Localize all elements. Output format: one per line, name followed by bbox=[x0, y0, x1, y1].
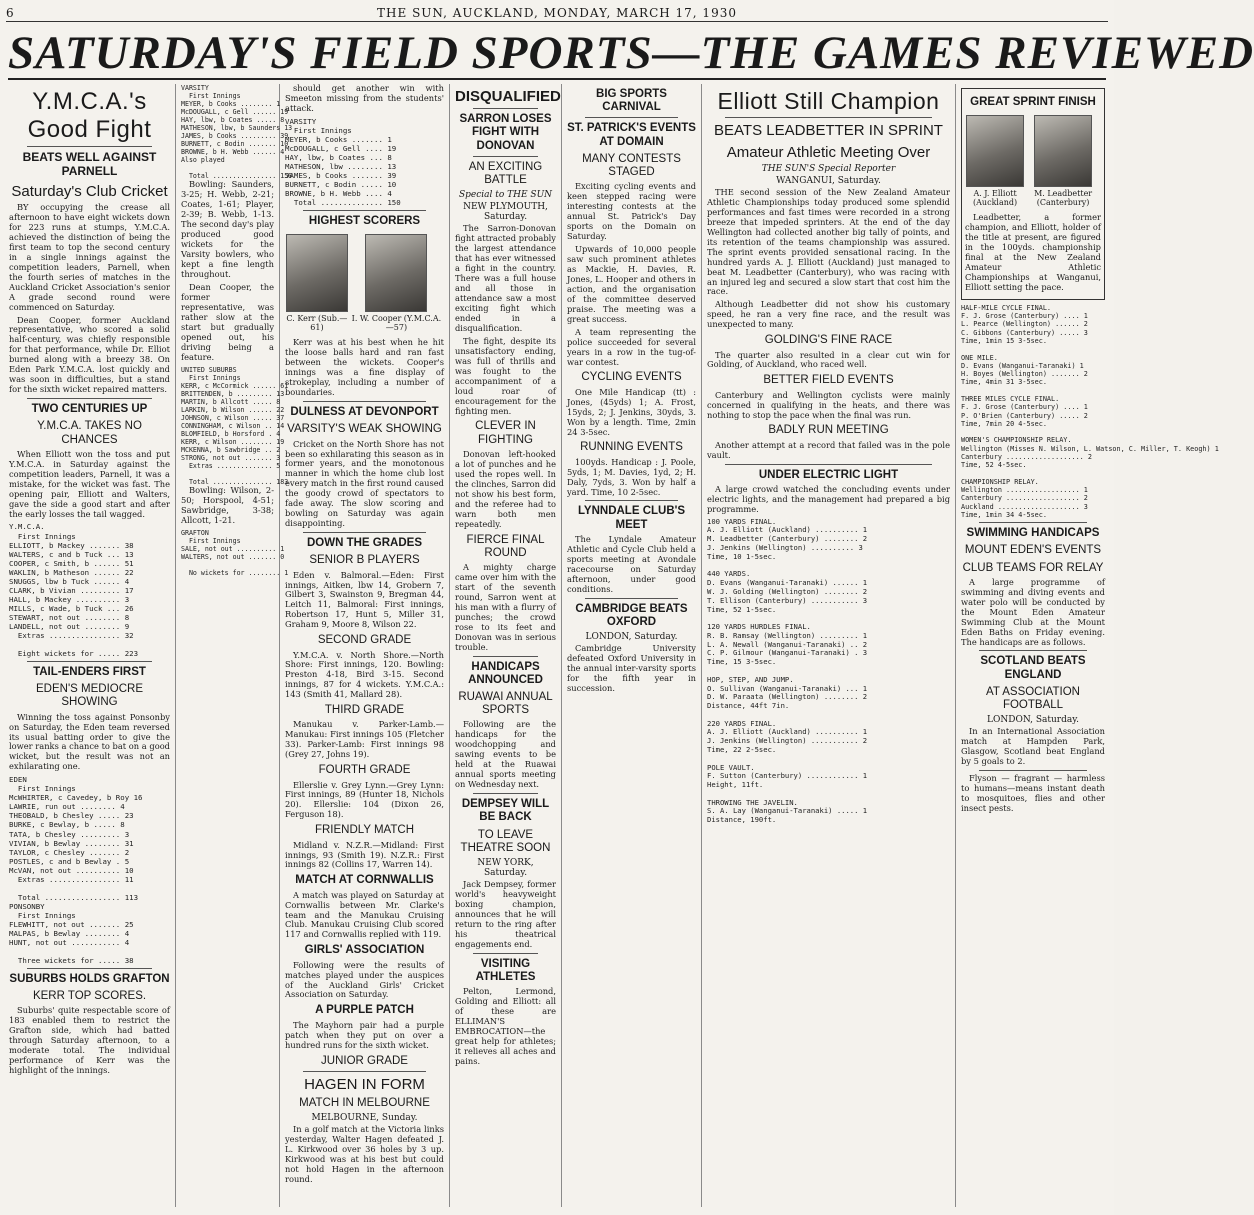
sprint-caption-text: Leadbetter, a former champion, and Elliott, holder of the title at present, are figured in the 100yds. championship final at the New Zealand Amateur Athletic Championships at Wanganui, Elliott setting the pace. bbox=[965, 212, 1101, 292]
elliott-headline: Elliott Still Champion bbox=[717, 88, 940, 114]
carnival-text-3: A team representing the police succeeded for several years in a row in the tug-of-war contest. bbox=[567, 326, 696, 367]
friendly-heading: FRIENDLY MATCH bbox=[314, 824, 415, 837]
section-banner: SATURDAY'S FIELD SPORTS—THE GAMES REVIEWED bbox=[8, 27, 1254, 79]
divider bbox=[303, 210, 426, 211]
ymca-subhead-2: Saturday's Club Cricket bbox=[11, 182, 168, 200]
fierce-heading: FIERCE FINAL ROUND bbox=[466, 533, 545, 559]
photo-cooper bbox=[349, 234, 444, 332]
disqualified-heading: DISQUALIFIED bbox=[455, 88, 561, 105]
scorer-photos bbox=[285, 234, 444, 332]
cornwallis-text: A match was played on Saturday at Cornwallis between Mr. Clarke's team and the Manukau Cruising Club. Manukau Cruising Club scored 117 and Cornwallis replied with 119. bbox=[285, 889, 444, 940]
purple-text: The Mayhorn pair had a purple patch when they put on over a hundred runs for the sixth wicket. bbox=[285, 1019, 444, 1050]
london-dateline: LONDON, Saturday. bbox=[987, 715, 1079, 726]
photo-elliott bbox=[965, 115, 1025, 207]
elliott-subhead: BEATS LEADBETTER IN SPRINT bbox=[714, 122, 943, 140]
special-reporter: THE SUN'S Special Reporter bbox=[761, 163, 896, 174]
column-grades bbox=[280, 84, 450, 1207]
elliott-subhead-2: Amateur Athletic Meeting Over bbox=[726, 143, 931, 161]
varsity-weak-subhead: VARSITY'S WEAK SHOWING bbox=[287, 423, 442, 436]
tail-enders-text: Winning the toss against Ponsonby on Saturday, the Eden team reversed its usual batting order to give the lower ranks a chance to bat on a good wicket, but the result was not an exhilarating one. bbox=[9, 711, 170, 772]
hagen-dateline: MELBOURNE, Sunday. bbox=[311, 1113, 418, 1124]
lyndale-text: The Lyndale Amateur Athletic and Cycle Club held a sports meeting at Avondale racecourse on Saturday afternoon, under good conditions. bbox=[567, 533, 696, 594]
two-centuries-heading: TWO CENTURIES UP bbox=[31, 403, 148, 416]
two-centuries-subhead: Y.M.C.A. TAKES NO CHANCES bbox=[37, 420, 142, 446]
swimming-heading: SWIMMING HANDICAPS bbox=[966, 527, 1100, 540]
special-byline: Special to THE SUN bbox=[458, 190, 553, 201]
hagen-subhead: MATCH IN MELBOURNE bbox=[299, 1096, 430, 1109]
column-carnival bbox=[562, 84, 702, 1207]
cycling-text: One Mile Handicap (tt) : Jones, (45yds) 1; A. Frost, 15yds, 2; J. Jenkins, 30yds, 3. Won by a length. Time, 2min 24 3-5sec. bbox=[567, 386, 696, 437]
athletics-results: 100 YARDS FINAL. A. J. Elliott (Auckland) .......... 1 M. Leadbetter (Canterbury) ........ 2 J. Jenkins (Wellington) .......... 3 Time, 10 1-5sec. 440 YARDS. D. Evans (Wanganui-Taranaki) ...... 1 W. J. Golding (Wellington) ........ 2 T. Ellison (Canterbury) ........... 3 Time, 52 1-5sec. 120 YARDS HURDLES FINAL. R. B. Ramsay (Wellington) ......... 1 L. A. Newall (Wanganui-Taranaki) .. 2 C. P. Gilmour (Wanganui-Taranaki) . 3 Time, 15 3-5sec. HOP, STEP, AND JUMP. O. Sullivan (Wanganui-Taranaki) ... 1 D. W. Paraata (Wellington) ........ 2 Distance, 44ft 7in. 220 YARDS FINAL. A. J. Elliott (Auckland) .......... 1 J. Jenkins (Wellington) ........... 2 Time, 22 2-5sec. POLE VAULT. F. Sutton (Canterbury) ............ 1 Height, 11ft. THROWING THE JAVELIN. S. A. Lay (Wanganui-Taranaki) ..... 1 Distance, 190ft. bbox=[707, 516, 868, 825]
scorers-text: Kerr was at his best when he hit the loose balls hard and ran fast between the wickets. Cooper's innings was a fine display of strokeplay, including a number of boundaries. bbox=[285, 337, 444, 398]
ruawai-text: Following are the handicaps for the woodchopping and sawing events to be held at the Ruawai annual sports meeting on Wednesday next. bbox=[455, 719, 556, 790]
divider bbox=[585, 598, 678, 599]
fourth-grade-text: Ellerslie v. Grey Lynn.—Grey Lynn: First innings, 89 (Hunter 18, Nichols 20). Ellerslie: 104 (Dixon 26, Ferguson 18). bbox=[285, 779, 444, 820]
divider bbox=[473, 108, 538, 109]
golding-heading: GOLDING'S FINE RACE bbox=[764, 334, 893, 347]
lyndale-heading: LYNNDALE CLUB'S MEET bbox=[577, 505, 686, 531]
tail-enders-subhead: EDEN'S MEDIOCRE SHOWING bbox=[36, 683, 143, 709]
eden-scorecard: EDEN First Innings McWHIRTER, c Cavedey, b Roy 16 LAWRIE, run out ........ 4 THEOBALD, b Chesley ..... 23 BURKE, c Bewlay, b ..... 8 TATA, b Chesley ......... 3 VIVIAN, b Bewlay ........ 31 TAYLOR, c Chesley ....... 2 POSTLES, c and b Bewlay . 5 McVAN, not out .......... 10 Extras ................ 11 Total ................. 113 bbox=[9, 775, 143, 902]
column-athletics bbox=[702, 84, 956, 1207]
electric-text: A large crowd watched the concluding events under electric lights, and the management had prepared a big programme. bbox=[707, 483, 950, 514]
varsity-scorecard: VARSITY First Innings MEYER, b Cooks ........ 1 McDOUGALL, c Gell ...... 19 HAY, lbw, b Coates ..... 8 MATHESON, lbw, b Saunders 13 JAMES, b Cooks ......... 39 BURNETT, c Bodin ....... 10 BROWNE, b H. Webb ...... 4 Also played Total ................ 150 bbox=[181, 84, 293, 181]
grafton-scorecard: GRAFTON First Innings SALE, not out .......... 1 WALTERS, not out ....... 0 No wickets for ........ 1 bbox=[181, 528, 289, 577]
cambridge-heading: CAMBRIDGE BEATS OXFORD bbox=[575, 602, 688, 628]
girls-heading: GIRLS' ASSOCIATION bbox=[304, 944, 425, 957]
visiting-heading: VISITING ATHLETES bbox=[475, 957, 536, 983]
down-grades-heading: DOWN THE GRADES bbox=[307, 537, 422, 550]
ymca-body: Dean Cooper, former Auckland representative, who scored a solid half-century, was chiefly responsible for that performance, while Dr. Elliot burned along with a breezy 38. On Eden Park Y.M.C.A. lost quickly and was soon in difficulties, but a stand for the sixth wicket repaired matters. bbox=[9, 314, 170, 395]
carnival-text-1: Exciting cycling events and keen stepped racing were interesting contests at the annual St. Patrick's Day sports on the Domain on Saturday. bbox=[567, 181, 696, 242]
dempsey-heading: DEMPSEY WILL BE BACK bbox=[461, 798, 550, 824]
suburbs-scorecard: UNITED SUBURBS First Innings KERR, c McCormick ...... 61 BRITTENDEN, b ......... 13 MARTIN, b Allcott ..... 8 LARKIN, b Wilson ...... 22 JOHNSON, c Wilson ..... 37 CONNINGHAM, c Wilson .. 14 BLOMFIELD, b Horsford . 4 KERR, c Wilson ........ 19 MCKENNA, b Sawbridge .. 2 STRONG, not out ....... 3 Extras .............. 5 Total ............... 183 bbox=[181, 365, 289, 486]
athletics-text-2: Although Leadbetter did not show his customary speed, he ran a very fine race, and the result was unexpected to many. bbox=[707, 299, 950, 330]
third-grade-heading: THIRD GRADE bbox=[324, 704, 405, 717]
divider bbox=[303, 401, 426, 402]
hagen-text: In a golf match at the Victoria links yesterday, Walter Hagen defeated J. L. Kirkwood over 36 holes by 3 up. Kirkwood was at his best but could not hold Hagen in the afternoon round. bbox=[285, 1124, 444, 1184]
photo-caption: M. Leadbetter (Canterbury) bbox=[1034, 189, 1093, 208]
portrait-image bbox=[286, 234, 348, 312]
second-grade-text: Y.M.C.A. v. North Shore.—North Shore: First innings, 120. Bowling: Preston 4-18, Bird 3-15. Second innings, 87 for 4 wickets. Y.M.C.A.: 143 (Smith 41, Mallard 28). bbox=[285, 649, 444, 700]
divider bbox=[27, 398, 152, 399]
highest-scorers-heading: HIGHEST SCORERS bbox=[308, 215, 421, 228]
ruawai-subhead: RUAWAI ANNUAL SPORTS bbox=[458, 690, 553, 717]
sprint-results: HALF-MILE CYCLE FINAL. F. J. Grose (Canterbury) .... 1 L. Pearce (Wellington) ...... 2 C. Gibbons (Canterbury) ..... 3 Time, 1min 15 3-5sec. ONE MILE. D. Evans (Wanganui-Taranaki) 1 H. Boyes (Wellington) ....... 2 Time, 4min 31 3-5sec. THREE MILES CYCLE FINAL. F. J. Grose (Canterbury) .... 1 P. O'Brien (Canterbury) ..... 2 Time, 7min 20 4-5sec. WOMEN'S CHAMPIONSHIP RELAY. Wellington (Misses N. Wilson, L. Watson, C. Miller, T. Keogh) 1 Canterbury ................... 2 Time, 52 4-5sec. CHAMPIONSHIP RELAY. Wellington .................. 1 Canterbury .................. 2 Auckland .................... 3 Time, 1min 34 4-5sec. bbox=[961, 303, 1219, 519]
second-grade-heading: SECOND GRADE bbox=[317, 634, 412, 647]
masthead bbox=[6, 6, 1108, 22]
divider bbox=[27, 146, 152, 147]
divider bbox=[979, 650, 1087, 651]
divider bbox=[979, 522, 1087, 523]
ymca-article bbox=[9, 203, 170, 395]
portrait-image bbox=[966, 115, 1024, 187]
varsity-lead: should get another win with Smeeton missing from the students' attack. bbox=[285, 83, 444, 113]
fierce-text: A mighty charge came over him with the start of the seventh round, Sarron went at his man with a flurry of punches; the crowd rose to its feet and Donovan was in serious trouble. bbox=[455, 561, 556, 652]
badly-run-text: Another attempt at a record that failed was in the pole vault. bbox=[707, 439, 950, 460]
boxing-dateline: NEW PLYMOUTH, Saturday. bbox=[463, 202, 548, 223]
cornwallis-heading: MATCH AT CORNWALLIS bbox=[295, 874, 434, 887]
sarron-subhead: SARRON LOSES FIGHT WITH DONOVAN bbox=[459, 113, 552, 152]
sprint-photos bbox=[965, 115, 1101, 207]
suburbs-bowling-text: Bowling: Wilson, 2-50; Horspool, 4-51; Sawbridge, 3-38; Allcott, 1-21. bbox=[181, 485, 274, 525]
divider bbox=[585, 500, 678, 501]
badly-run-heading: BADLY RUN MEETING bbox=[768, 424, 889, 437]
newspaper-title: THE SUN, AUCKLAND, MONDAY, MARCH 17, 1930 bbox=[377, 6, 737, 20]
divider bbox=[725, 464, 932, 465]
wanganui-dateline: WANGANUI, Saturday. bbox=[776, 175, 881, 186]
mount-eden-subhead: MOUNT EDEN'S EVENTS bbox=[964, 544, 1102, 557]
photo-leadbetter bbox=[1025, 115, 1101, 207]
kerr-subhead: KERR TOP SCORES. bbox=[32, 990, 147, 1003]
page-number: 6 bbox=[6, 6, 14, 20]
photo-caption: I. W. Cooper (Y.M.C.A.—57) bbox=[351, 314, 442, 333]
exciting-subhead: AN EXCITING BATTLE bbox=[468, 160, 543, 187]
photo-caption: A. J. Elliott (Auckland) bbox=[973, 189, 1018, 208]
fourth-grade-heading: FOURTH GRADE bbox=[318, 764, 411, 777]
divider bbox=[585, 117, 678, 118]
divider bbox=[725, 117, 932, 118]
electric-heading: UNDER ELECTRIC LIGHT bbox=[758, 468, 899, 481]
hagen-heading: HAGEN IN FORM bbox=[304, 1075, 425, 1093]
divider bbox=[303, 532, 426, 533]
senior-b-text: Eden v. Balmoral.—Eden: First innings, Aitken, lbw 14, Grobern 7, Gilbert 3, Swainston 9, Bregman 44, Leitch 11, Balmoral: First innings, Robertson 17, Hunt 5, Miller 31, Graham 9, Moore 8, Wilson 22. bbox=[285, 569, 444, 630]
swimming-text: A large programme of swimming and diving events and water polo will be conducted by the Mount Eden Amateur Swimming Club at the Mount Eden Baths on Friday evening. The handicaps are as follows. bbox=[961, 576, 1105, 647]
boxing-text-2: The fight, despite its unsatisfactory ending, was full of thrills and was fought to the accompaniment of a loud roar of encouragement for the fighting men. bbox=[455, 335, 556, 416]
dulness-heading: DULNESS AT DEVONPORT bbox=[290, 406, 439, 419]
divider bbox=[473, 953, 538, 954]
clever-heading: CLEVER IN FIGHTING bbox=[475, 420, 536, 446]
scotland-text: In an International Association match at Hampden Park, Glasgow, Scotland beat England by 5 goals to 2. bbox=[961, 726, 1105, 767]
visiting-text: Pelton, Lermond, Golding and Elliott: all of these are ELLIMAN'S EMBROCATION—the great help for athletes; it relieves all aches and pains. bbox=[455, 986, 556, 1066]
ymca-subhead: BEATS WELL AGAINST PARNELL bbox=[22, 150, 157, 178]
association-subhead: AT ASSOCIATION FOOTBALL bbox=[986, 685, 1080, 712]
divider bbox=[979, 770, 1087, 771]
handicaps-heading: HANDICAPS ANNOUNCED bbox=[468, 660, 543, 686]
carnival-text-2: Upwards of 10,000 people saw such prominent athletes as Mackie, H. Davies, R. Jones, L. Hooper and others in action, and the organisation of the committee deserved praise. The meeting was a great success. bbox=[567, 244, 696, 324]
varsity-bowling-text: Bowling: Saunders, 3-25; H. Webb, 2-21; Coates, 1-61; Player, 2-39; B. Webb, 1-13. The second day's play produced good wickets for the Varsity bowlers, who kept a fine length throughout. bbox=[181, 179, 274, 279]
suburbs-heading: SUBURBS HOLDS GRAFTON bbox=[9, 972, 170, 985]
scotland-heading: SCOTLAND BEATS ENGLAND bbox=[980, 655, 1086, 681]
divider bbox=[473, 156, 538, 157]
tail-enders-heading: TAIL-ENDERS FIRST bbox=[33, 665, 146, 678]
photo-caption: C. Kerr (Sub.—61) bbox=[286, 314, 348, 333]
golding-text: The quarter also resulted in a clear cut win for Golding, of Auckland, who raced well. bbox=[707, 349, 950, 370]
great-sprint-heading: GREAT SPRINT FINISH bbox=[970, 96, 1096, 108]
boxing-text-1: The Sarron-Donovan fight attracted probably the largest attendance that has ever witnessed a fight in the country. There was a full house and all those in attendance saw a most exciting fight which ended in a disqualification. bbox=[455, 223, 556, 333]
sprint-photo-box bbox=[961, 88, 1105, 300]
clever-text: Donovan left-hooked a lot of punches and he used the ropes well. In the clinches, Sarron did not show his best form, and the referee had to warn both men repeatedly. bbox=[455, 448, 556, 529]
dempsey-dateline: NEW YORK, Saturday. bbox=[477, 857, 534, 878]
ymca-scorecard: Y.M.C.A. First Innings ELLIOTT, b Mackey ....... 38 WALTERS, c and b Tuck ... 13 COOPER, c Smith, b ...... 51 WAKLIN, b Matheson ...... 22 SNUGGS, lbw b Tuck ...... 4 CLARK, b Vivian ......... 17 HALL, b Mackey .......... 3 MILLS, c Wade, b Tuck ... 26 STEWART, not out ........ 8 LANDELL, not out ........ 9 Extras ................ 32 Eight wickets for ..... 223 bbox=[9, 522, 139, 658]
third-grade-text: Manukau v. Parker-Lamb.—Manukau: First innings 105 (Fletcher 33). Parker-Lamb: First innings 98 (Grey 27, Johns 19). bbox=[285, 719, 444, 760]
cooper-text: Dean Cooper, the former representative, was rather slow at the start but gradually opened out, his driving being a feature. bbox=[181, 281, 274, 362]
column-boxing bbox=[450, 84, 562, 1207]
portrait-image bbox=[365, 234, 427, 312]
divider bbox=[473, 793, 538, 794]
carnival-heading: BIG SPORTS CARNIVAL bbox=[596, 88, 667, 114]
relay-subhead: CLUB TEAMS FOR RELAY bbox=[962, 561, 1104, 574]
better-field-text: Canterbury and Wellington cyclists were mainly concerned in qualifying in the heats, and there was nothing to stop the pace when the final was run. bbox=[707, 389, 950, 420]
divider bbox=[303, 1071, 426, 1072]
dempsey-text: Jack Dempsey, former world's heavyweight boxing champion, announces that he will return to the ring after his theatrical engagements end. bbox=[455, 878, 556, 949]
running-text: 100yds. Handicap : J. Poole, 5yds, 1; M. Davies, 1yd, 2; H. Daly, 7yds, 3. Won by half a yard. Time, 10 2-5sec. bbox=[567, 456, 696, 497]
many-contests-subhead: MANY CONTESTS STAGED bbox=[582, 152, 681, 179]
cambridge-text: Cambridge University defeated Oxford University in the annual inter-varsity sports for the fifth year in succession. bbox=[567, 643, 696, 693]
photo-kerr bbox=[285, 234, 349, 332]
senior-b-heading: SENIOR B PLAYERS bbox=[309, 554, 420, 567]
dempsey-subhead: TO LEAVE THEATRE SOON bbox=[460, 828, 551, 854]
divider bbox=[27, 968, 152, 969]
kerr-text: Suburbs' quite respectable score of 183 enabled them to restrict the Grafton side, which had batted through Saturday afternoon, to a moderate total. The individual performance of Kerr was the highlight of the innings. bbox=[9, 1005, 170, 1076]
cambridge-dateline: LONDON, Saturday. bbox=[585, 632, 678, 643]
column-cricket-scores bbox=[176, 84, 293, 1207]
portrait-image bbox=[1034, 115, 1092, 187]
better-field-heading: BETTER FIELD EVENTS bbox=[763, 374, 894, 387]
st-patricks-subhead: ST. PATRICK'S EVENTS AT DOMAIN bbox=[567, 122, 696, 148]
divider bbox=[473, 656, 538, 657]
divider bbox=[27, 661, 152, 662]
two-centuries-text: When Elliott won the toss and put Y.M.C.A. in Saturday against the competition leaders, Parnell, it was a mistake, for the wicket was fast. The opening pair, Elliott and Walters, gave the side a good start and after the early losses the tail wagged. bbox=[9, 448, 170, 519]
cycling-heading: CYCLING EVENTS bbox=[581, 371, 682, 384]
ymca-lead: BY occupying the crease all afternoon to have eight wickets down for 223 runs at stumps, Y.M.C.A. achieved the distinction of being the first team to top the second century in a single innings against the competition leaders, Parnell, when the fourth series of matches in the Auckland Cricket Association's senior A grade second round were commenced on Saturday. bbox=[9, 202, 170, 312]
flyson-advert: Flyson — fragrant — harmless to humans—means instant death to mosquitoes, flies and other insect pests. bbox=[961, 773, 1105, 814]
ponsonby-scorecard: PONSONBY First Innings FLEWHITT, not out ....... 25 MALPAS, b Bewlay ........ 4 HUNT, not out ........... 4 Three wickets for ..... 38 bbox=[9, 901, 134, 965]
column-cricket bbox=[4, 84, 176, 1207]
athletics-lead: THE second session of the New Zealand Amateur Athletic Championships today produced some splendid performances and fast times were recorded in a strong breeze that impeded sprinters. At the end of the day Wellington had collected another big tally of points, and its retention of the teams championship was assured. The sprint events provided sensational racing. In the hundred yards A. J. Elliott (Auckland) just managed to beat M. Leadbetter (Canterbury), who was racing with an injured leg and secured a slow start that cost him the race. bbox=[707, 186, 950, 297]
girls-text: Following were the results of matches played under the auspices of the Auckland Girls' Cricket Association on Saturday. bbox=[285, 959, 444, 1000]
column-sprint bbox=[956, 84, 1219, 1207]
purple-heading: A PURPLE PATCH bbox=[315, 1004, 414, 1017]
friendly-text: Midland v. N.Z.R.—Midland: First innings, 93 (Smith 19). N.Z.R.: First innings 82 (Collins 17, Warren 14). bbox=[285, 839, 444, 870]
ymca-headline: Y.M.C.A.'s Good Fight bbox=[27, 88, 152, 143]
varsity-score-repeat: VARSITY First Innings MEYER, b Cooks ....... 1 McDOUGALL, c Gell .... 19 HAY, lbw, b Coates ... 8 MATHESON, lbw ........ 13 JAMES, b Cooks ....... 39 BURNETT, c Bodin ..... 10 BROWNE, b H. Webb .... 4 Total .............. 150 bbox=[285, 116, 401, 208]
varsity-weak-text: Cricket on the North Shore has not been so exhilarating this season as in former years, and the monotonous manner in which the home club lost every match in the first round caused the goody crowd of spectators to fade away. The slow scoring and bowling on Saturday was again disappointing. bbox=[285, 438, 444, 529]
running-heading: RUNNING EVENTS bbox=[580, 441, 683, 454]
junior-heading: JUNIOR GRADE bbox=[321, 1054, 408, 1067]
